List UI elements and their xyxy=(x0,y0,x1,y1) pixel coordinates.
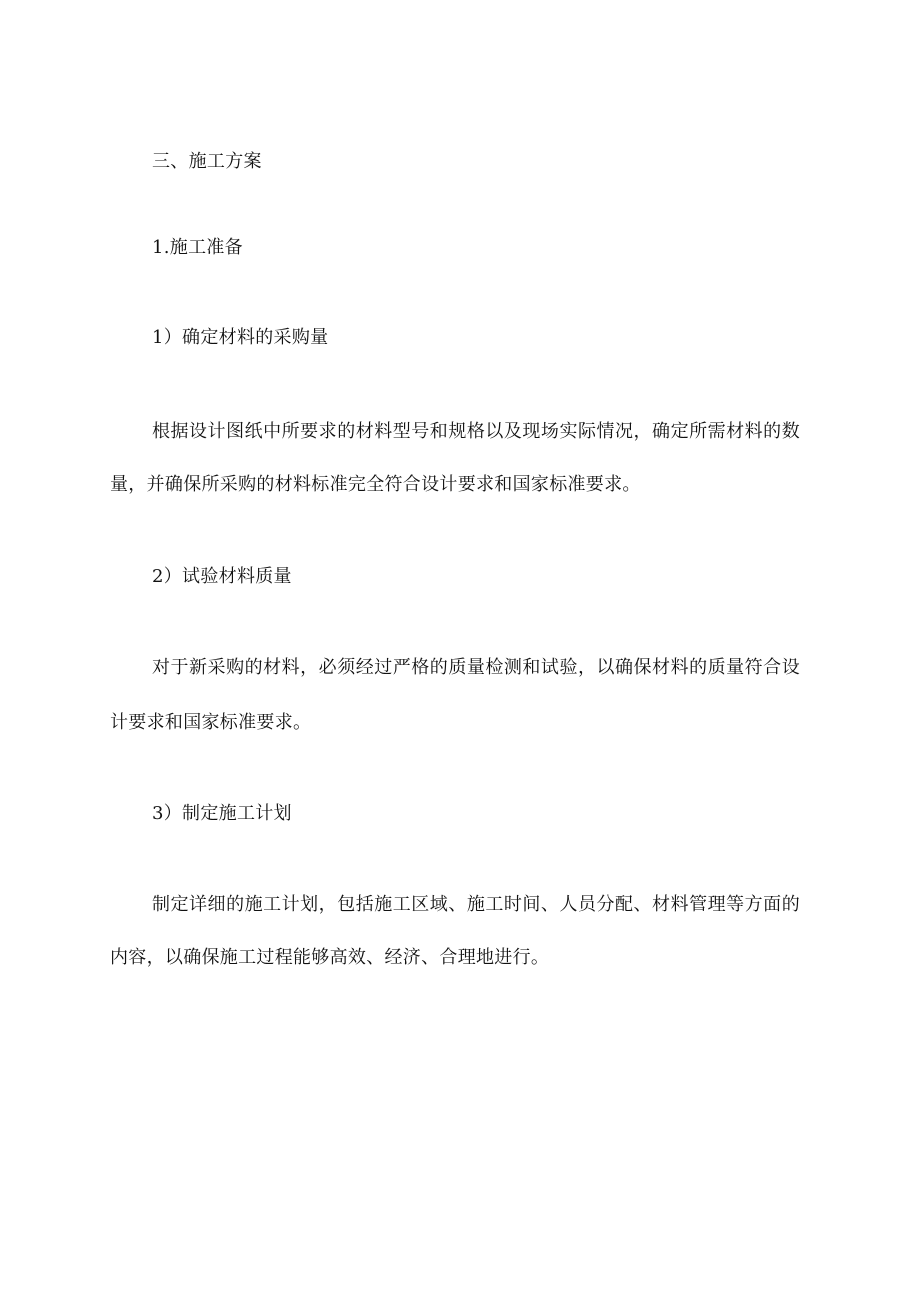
section-title: 三、施工方案 xyxy=(152,151,262,172)
item-2-heading: 2）试验材料质量 xyxy=(152,566,292,587)
item-3-paragraph-line-2: 内容，以确保施工过程能够高效、经济、合理地进行。 xyxy=(110,947,550,968)
item-1-paragraph-line-1: 根据设计图纸中所要求的材料型号和规格以及现场实际情况，确定所需材料的数 xyxy=(152,421,800,442)
subsection-title: 1.施工准备 xyxy=(152,237,243,258)
item-2-paragraph-line-2: 计要求和国家标准要求。 xyxy=(110,712,312,733)
item-2-paragraph-line-1: 对于新采购的材料，必须经过严格的质量检测和试验，以确保材料的质量符合设 xyxy=(152,657,800,678)
item-3-heading: 3）制定施工计划 xyxy=(152,803,292,824)
item-1-heading: 1）确定材料的采购量 xyxy=(152,327,329,348)
item-1-paragraph-line-2: 量，并确保所采购的材料标准完全符合设计要求和国家标准要求。 xyxy=(110,474,641,495)
item-3-paragraph-line-1: 制定详细的施工计划，包括施工区域、施工时间、人员分配、材料管理等方面的 xyxy=(152,894,800,915)
